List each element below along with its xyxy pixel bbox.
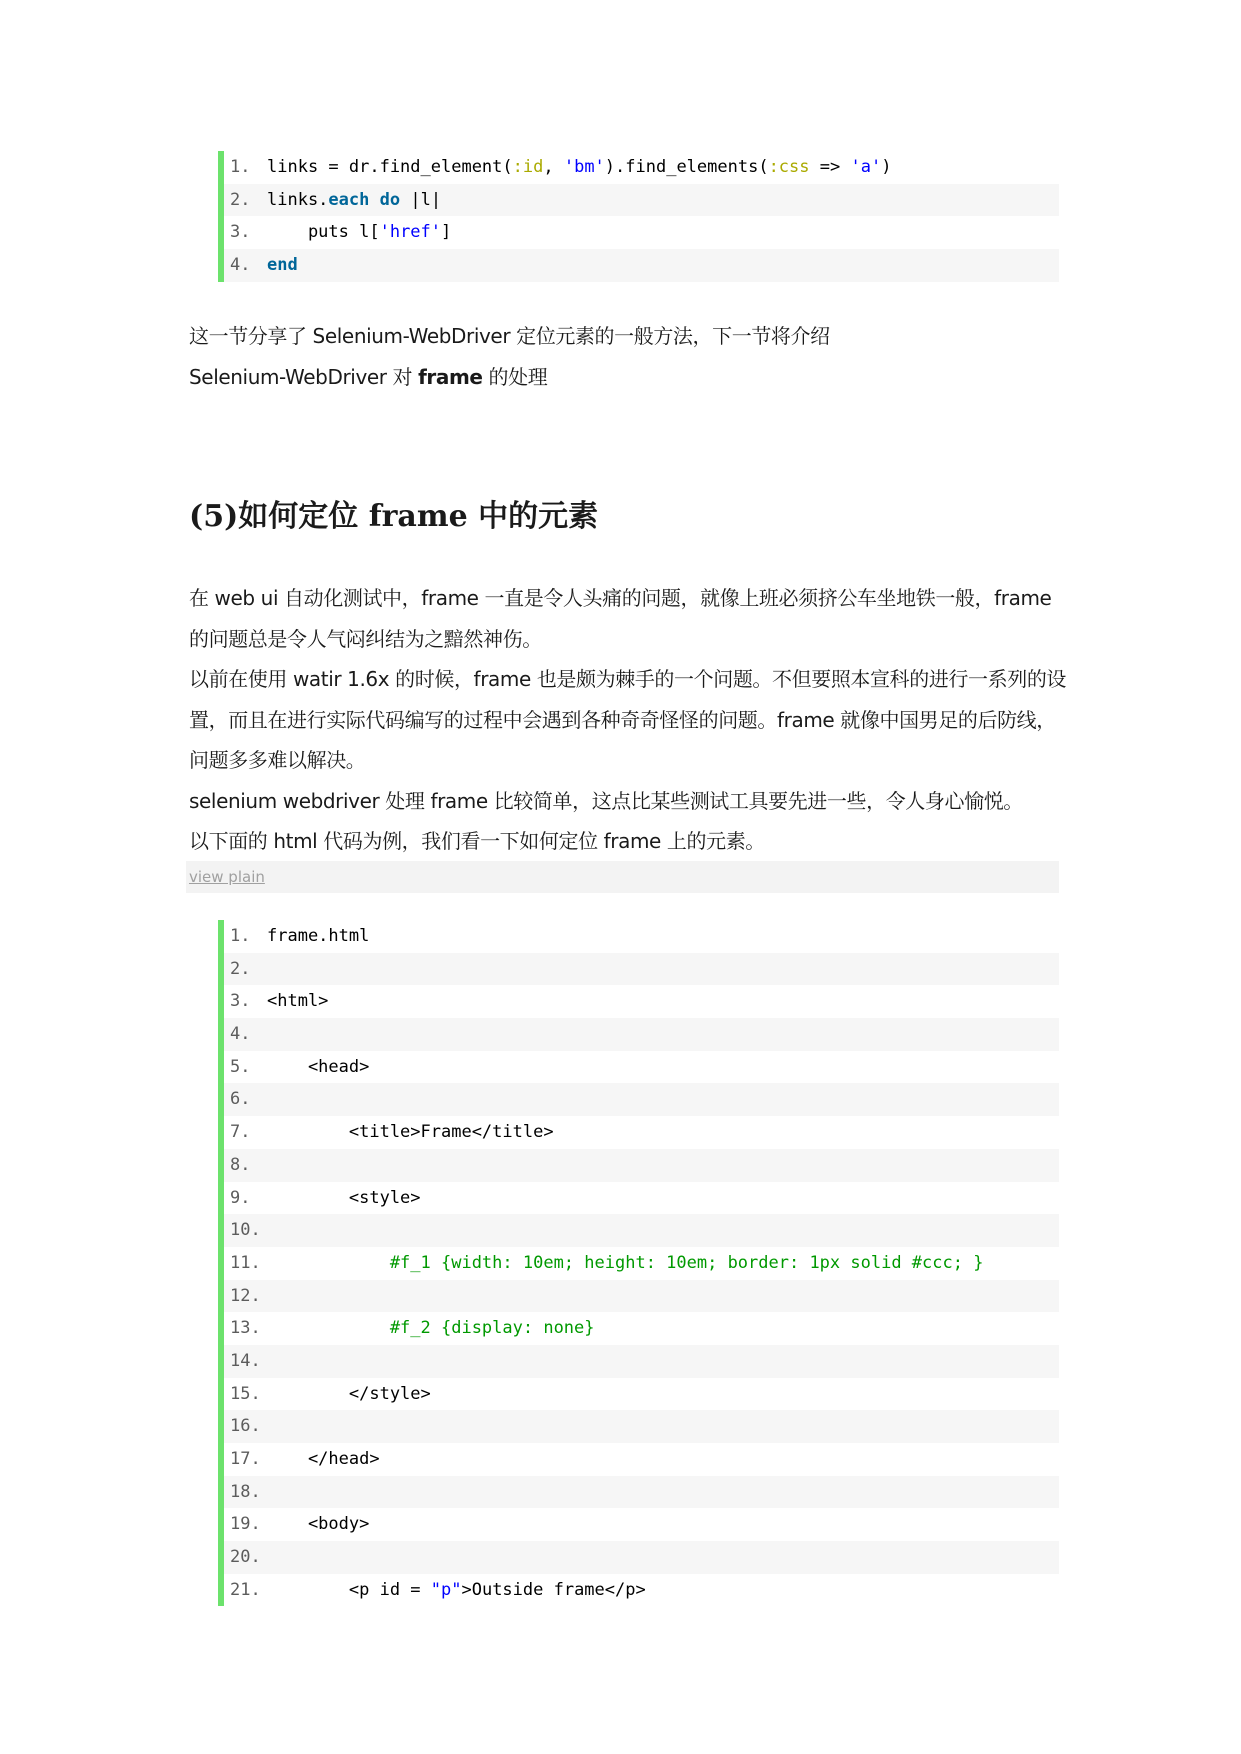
line-number: 1. — [230, 926, 251, 946]
code-token: , — [543, 157, 564, 177]
summary-frame-bold: frame — [418, 364, 483, 389]
code-text — [267, 1378, 431, 1411]
code-text — [267, 1574, 646, 1607]
code-token: end — [267, 255, 298, 276]
code-token: <html> — [267, 991, 329, 1012]
line-number: 3. — [230, 991, 251, 1012]
line-number: 4. — [230, 255, 251, 276]
code-token: |l| — [400, 189, 442, 210]
code-text — [267, 1051, 369, 1084]
code-text — [267, 1247, 983, 1280]
view-plain-bar — [186, 861, 1059, 893]
body-paragraph-2: 以前在使用 watir 1.6x 的时候，frame 也是颇为棘手的一个问题。不但要照本宣科的进行一系列的设置，而且在进行实际代码编写的过程中会遇到各种奇奇怪怪的问题。frame 就像中国男足的后防线，问题多多难以解决。 — [189, 667, 1067, 772]
code-line — [224, 1312, 1059, 1345]
code-line — [224, 1214, 1059, 1247]
code-line — [224, 1541, 1059, 1574]
code-token: frame.html — [267, 926, 370, 946]
code-text — [267, 249, 298, 282]
line-number: 19. — [230, 1514, 261, 1535]
code-block-ruby — [218, 151, 1059, 282]
section-heading: (5)如何定位 frame 中的元素 — [189, 499, 599, 534]
code-line — [224, 1018, 1059, 1051]
code-token: links = dr.find_element( — [267, 157, 513, 177]
line-number: 8. — [230, 1154, 251, 1175]
code-token: 'bm' — [563, 157, 605, 177]
code-token: </style> — [267, 1383, 431, 1404]
code-line — [224, 1280, 1059, 1313]
code-token: #f_1 {width: 10em; height: 10em; border: 1px solid #ccc; } — [267, 1252, 984, 1273]
code-text — [267, 1116, 554, 1149]
line-number: 14. — [230, 1350, 261, 1371]
code-token: :id — [512, 157, 544, 177]
line-number: 2. — [230, 189, 251, 210]
code-token: <head> — [267, 1056, 370, 1077]
code-text — [267, 985, 328, 1018]
code-line — [224, 1410, 1059, 1443]
line-number: 18. — [230, 1481, 261, 1502]
summary-line-2-end: 的处理 — [482, 364, 548, 389]
code-token: "p" — [430, 1579, 462, 1600]
code-token: #f_2 {display: none} — [267, 1318, 595, 1339]
code-line — [224, 953, 1059, 986]
code-token: puts l[ — [267, 222, 380, 243]
line-number: 4. — [230, 1024, 251, 1045]
code-text — [267, 1312, 595, 1345]
code-token: <style> — [267, 1187, 421, 1208]
code-line — [224, 1476, 1059, 1509]
code-line — [224, 1116, 1059, 1149]
code-line — [224, 249, 1059, 282]
body-paragraph-3: selenium webdriver 处理 frame 比较简单，这点比某些测试工具要先进一些，令人身心愉悦。 — [189, 789, 1023, 813]
view-plain-link[interactable]: view plain — [189, 868, 265, 886]
code-line — [224, 1378, 1059, 1411]
code-token: links. — [267, 189, 329, 210]
code-token: ] — [441, 222, 452, 243]
code-text — [267, 184, 441, 217]
line-number: 7. — [230, 1122, 251, 1143]
code-line — [224, 1443, 1059, 1476]
line-number: 5. — [230, 1056, 251, 1077]
code-line — [224, 920, 1059, 953]
code-token: 'a' — [850, 157, 882, 177]
code-line — [224, 1247, 1059, 1280]
line-number: 16. — [230, 1416, 261, 1437]
line-number: 11. — [230, 1252, 261, 1273]
code-token: <p id = — [267, 1579, 431, 1600]
code-token: => — [809, 157, 851, 177]
line-number: 12. — [230, 1285, 261, 1306]
line-number: 10. — [230, 1220, 261, 1241]
line-number: 1. — [230, 157, 251, 177]
code-line — [224, 1083, 1059, 1116]
line-number: 9. — [230, 1187, 251, 1208]
code-token: </head> — [267, 1449, 380, 1469]
code-token: ).find_elements( — [604, 157, 769, 177]
code-line — [224, 151, 1059, 184]
code-token — [369, 190, 379, 210]
code-token: 'href' — [379, 222, 442, 243]
code-text — [267, 1182, 421, 1215]
code-line — [224, 184, 1059, 217]
line-number: 3. — [230, 222, 251, 243]
code-token: each — [328, 189, 370, 210]
code-token: <title>Frame</title> — [267, 1122, 554, 1143]
code-line — [224, 1574, 1059, 1607]
line-number: 20. — [230, 1547, 261, 1568]
code-line — [224, 985, 1059, 1018]
code-text — [267, 151, 891, 184]
code-line — [224, 1182, 1059, 1215]
code-token: do — [379, 189, 401, 210]
summary-paragraph — [189, 316, 1069, 397]
code-block-html — [218, 920, 1059, 1606]
line-number: 21. — [230, 1579, 261, 1600]
code-line — [224, 1149, 1059, 1182]
code-line — [224, 1508, 1059, 1541]
line-number: 6. — [230, 1089, 251, 1110]
summary-line-2-start: Selenium-WebDriver 对 — [189, 364, 419, 389]
code-token: <body> — [267, 1514, 370, 1535]
code-text — [267, 216, 451, 249]
code-line — [224, 216, 1059, 249]
line-number: 17. — [230, 1449, 261, 1469]
line-number: 15. — [230, 1383, 261, 1404]
code-token: >Outside frame</p> — [461, 1579, 646, 1600]
line-number: 2. — [230, 958, 251, 979]
code-line — [224, 1345, 1059, 1378]
summary-line-1: 这一节分享了 Selenium-WebDriver 定位元素的一般方法，下一节将介绍 — [189, 324, 830, 348]
code-token: ) — [881, 157, 892, 177]
code-text — [267, 920, 369, 953]
body-paragraph-4: 以下面的 html 代码为例，我们看一下如何定位 frame 上的元素。 — [189, 829, 765, 853]
code-text — [267, 1443, 380, 1476]
body-paragraph-1: 在 web ui 自动化测试中，frame 一直是令人头痛的问题，就像上班必须挤公车坐地铁一般，frame 的问题总是令人气闷纠结为之黯然神伤。 — [189, 586, 1052, 651]
line-number: 13. — [230, 1318, 261, 1339]
code-text — [267, 1508, 369, 1541]
code-token: :css — [768, 157, 810, 177]
code-line — [224, 1051, 1059, 1084]
